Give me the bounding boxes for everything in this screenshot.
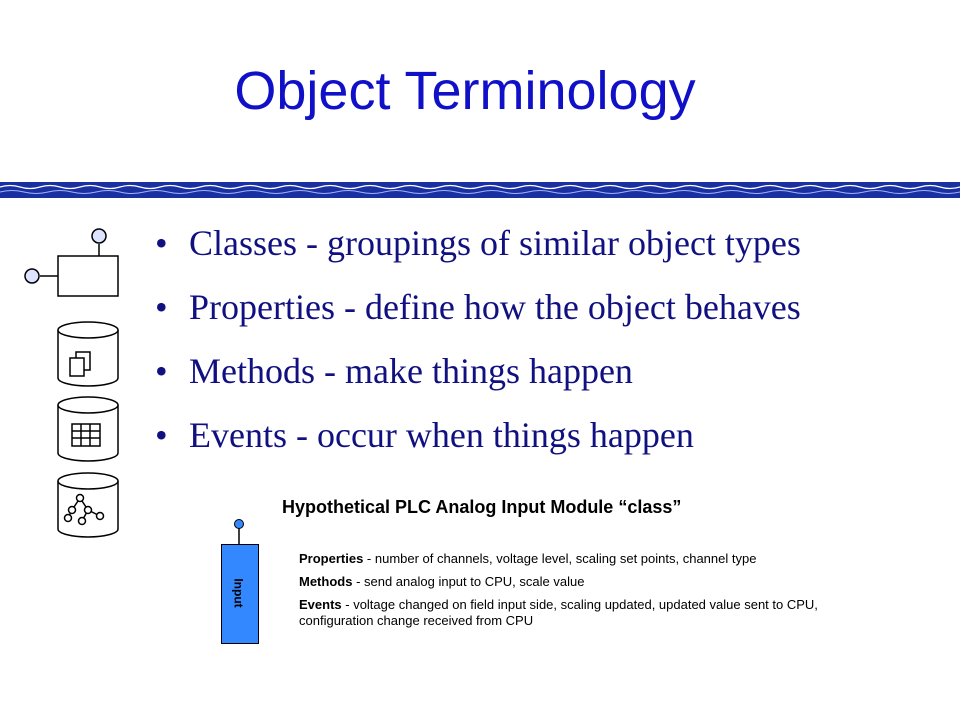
events-description <box>299 597 889 629</box>
events-cylinder-icon <box>58 473 118 537</box>
bullet-item: • Events - occur when things happen <box>155 415 694 455</box>
class-box-icon <box>25 229 118 296</box>
properties-cylinder-icon <box>58 322 118 386</box>
bullet-text: Classes - groupings of similar object types <box>189 223 801 263</box>
methods-cylinder-icon <box>58 397 118 461</box>
module-description <box>299 551 889 636</box>
bullet-text: Properties - define how the object behaves <box>189 287 801 327</box>
title-divider-wave <box>0 180 960 202</box>
properties-text: - number of channels, voltage level, scaling set points, channel type <box>363 551 757 566</box>
icon-column <box>0 0 140 540</box>
bullet-item: • Classes - groupings of similar object types <box>155 223 801 263</box>
input-module-diagram <box>218 518 262 648</box>
module-class-title: Hypothetical PLC Analog Input Module “class” <box>282 497 682 517</box>
bullet-item: • Properties - define how the object behaves <box>155 287 801 327</box>
bullet-item: • Methods - make things happen <box>155 351 633 391</box>
methods-term: Methods <box>299 574 353 589</box>
input-module-label: Input <box>231 578 246 608</box>
bullet-text: Methods - make things happen <box>189 351 633 391</box>
slide-title: Object Terminology <box>234 61 696 121</box>
properties-term: Properties <box>299 551 364 566</box>
events-term: Events <box>299 597 342 612</box>
properties-description <box>299 551 889 567</box>
bullet-list <box>155 215 801 471</box>
methods-description <box>299 574 889 590</box>
events-text: - voltage changed on field input side, scaling updated, updated value sent to CPU, configuration change received from CPU <box>299 597 818 628</box>
bullet-text: Events - occur when things happen <box>189 415 694 455</box>
methods-text: - send analog input to CPU, scale value <box>352 574 585 589</box>
